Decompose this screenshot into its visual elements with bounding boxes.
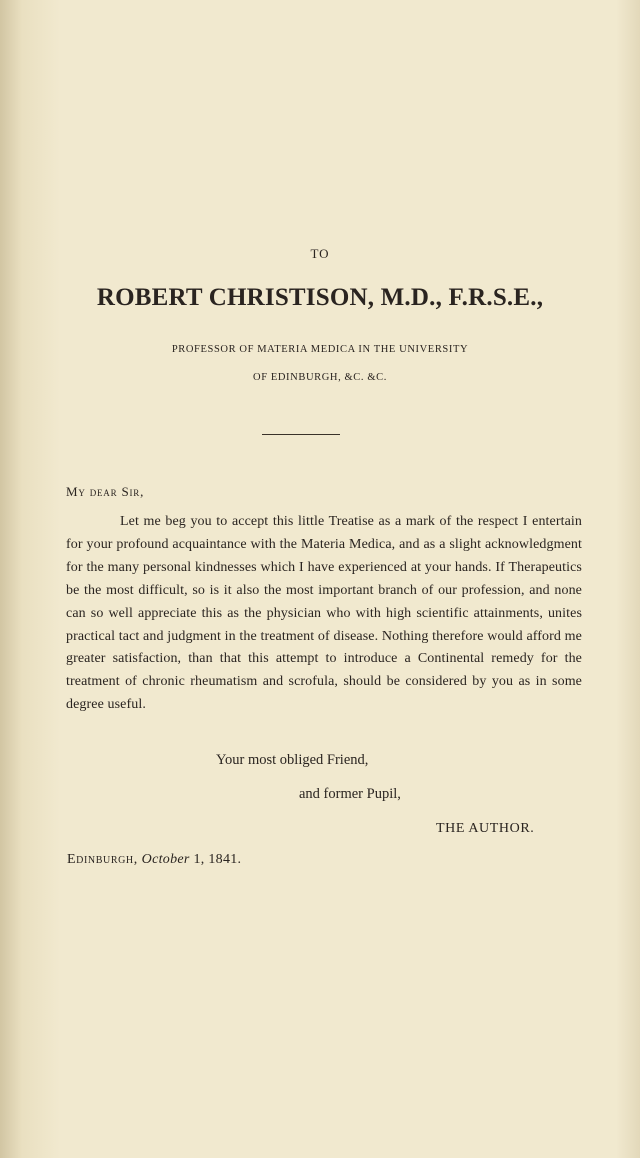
letter-salutation: My dear Sir,: [66, 484, 145, 499]
dateline: [67, 852, 241, 868]
letter-body: Let me beg you to accept this little Treatise as a mark of the respect I entertain for your profound acquaintance with the Materia Medica, and as a slight acknowledgment for the many personal kindnesses which I have experienced at your hands. If Therapeutics be the most difficult, so is it also the most important branch of our profession, and none can so well appreciate this as the physician who with high scientific attainments, unites practical tact and judgment in the treatment of disease. Nothing therefore would afford me greater satisfaction, than that this attempt to introduce a Continental remedy for the treatment of chronic rheumatism and scrofula, should be considered by you as in some degree useful.: [66, 514, 582, 713]
letter-closing-line1: Your most obliged Friend,: [216, 752, 369, 768]
dateline-month: October: [141, 852, 190, 867]
dedicatee-title-line2: OF EDINBURGH, &C. &C.: [253, 372, 387, 383]
letter-signature: THE AUTHOR.: [436, 821, 535, 836]
divider-rule: [262, 434, 340, 435]
dateline-place: Edinburgh,: [67, 852, 138, 867]
dedication-to: TO: [310, 246, 330, 261]
letter-closing-line2: and former Pupil,: [299, 786, 401, 802]
dateline-date: 1, 1841.: [193, 852, 242, 867]
dedicatee-title-line1: PROFESSOR OF MATERIA MEDICA IN THE UNIVERSITY: [171, 344, 469, 355]
dedicatee-name: ROBERT CHRISTISON, M.D., F.R.S.E.,: [96, 284, 544, 311]
